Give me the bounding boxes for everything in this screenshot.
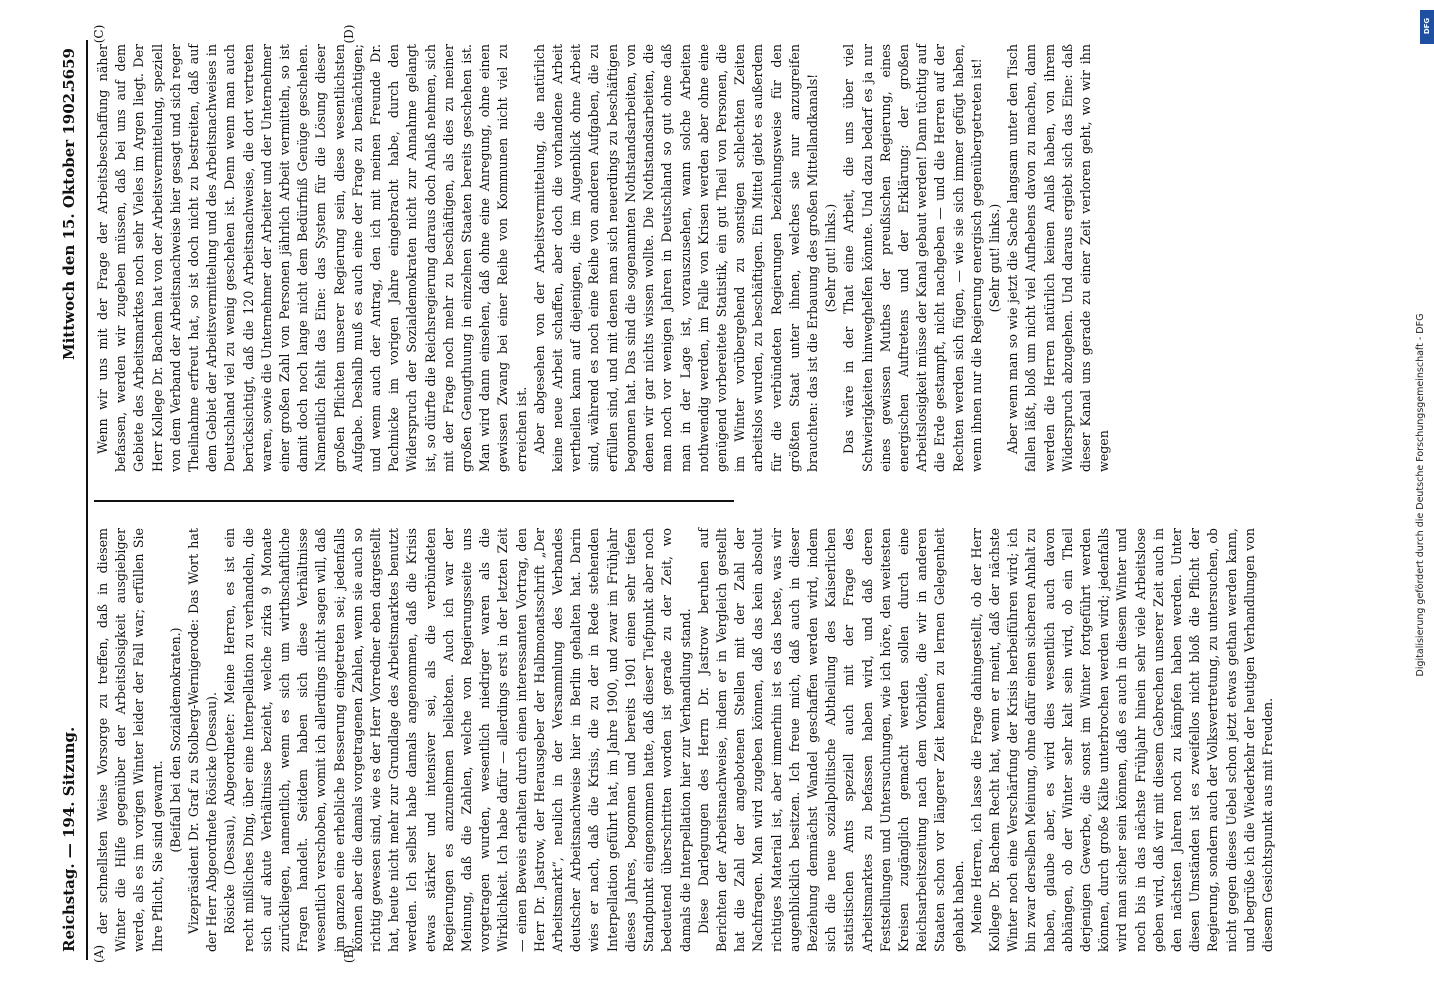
paragraph: Wenn wir uns mit der Frage der Arbeitsbeschaffung näher befassen, werden wir zugeben müssen, daß bei uns auf dem Gebiete des Arbeitsmarktes noch sehr Vieles im Argen liegt. Der Herr Kollege Dr. Bachem hat von der Arbeitsvermittelung, speziell von dem Verband der Arbeitsnachweise hier gesagt und sich reger Theilnahme erfreut hat, so ist doch nicht zu bestreiten, daß auf dem Gebiet der Arbeitsvermittelung und des Arbeitsnachweises in Deutschland viel zu wenig geschehen ist. Denn wenn man auch berücksichtigt, daß die 120 Arbeitsnachweise, die dort vertreten waren, sowie die Unternehmer der Arbeiter und der Unternehmer einer großen Zahl von Personen jährlich Arbeit vermitteln, so ist damit doch noch lange nicht dem Bedürfniß Genüge geschehen. Namentlich fehlt das Eine: das System für die Lösung dieser großen Pflichten unserer Regierung sein, diese wesentlichsten Aufgabe. Deshalb muß es auch eine der Frage zu bemächtigen; und wenn auch der Antrag, den ich mit meinen Freunde Dr. Pachnicke im vorigen Jahre eingebracht habe, durch den Widerspruch der Sozialdemokraten nicht zur Annahme gelangt ist, so dürfte die Reichsregierung daraus doch Anlaß nehmen, sich mit der Frage noch mehr zu beschäftigen, als dies zu meiner großen Genugthuung in einzelnen Staaten bereits geschehen ist. Man wird dann einsehen, daß ohne eine Anregung, ohne einen gewissen Zwang bei einer Reihe von Kommunen nicht viel zu erreichen ist. bbox=[95, 44, 529, 472]
paragraph: Das wäre in der That eine Arbeit, die uns über viel Schwierigkeiten hinweghelfen könnte. Und dazu bedarf es ja nur eines gewissen Muthes der preußischen Regierung, eines energischen Auftretens und der Erklärung: der großen Arbeitslosigkeit müsse der Kanal gebaut werden! Dann tüchtig auf die Erde gestampft, nicht nachgeben — und die Herren auf der Rechten werden sich fügen, — wie sie sich immer gefügt haben, wenn ihnen nur die Regierung energisch gegenübergetreten ist! bbox=[841, 44, 984, 472]
column-divider bbox=[94, 500, 734, 502]
applause-note: (Sehr gut! links.) bbox=[986, 203, 1002, 313]
margin-letter-c: (C) bbox=[92, 24, 106, 44]
paragraph: Meine Herren, ich lasse die Frage dahingestellt, ob der Herr Kollege Dr. Bachem Recht hat, wenn er meint, daß der nächste Winter noch eine Verschärfung der Krisis herbeiführen wird; ich bin zwar derselben Meinung, ohne dafür einen sicheren Anhalt zu haben, glaube aber, es wird dies wesentlich auch davon abhängen, ob der Winter sehr kalt sein wird, ob ein Theil derjenigen Gewerbe, die sonst im Winter fortgeführt werden können, durch große Kälte unterbrochen werden wird; jedenfalls wird man sicher sein können, daß es auch in diesem Winter und noch bis in das nächste Frühjahr hinein sehr viele Arbeitslose geben wird, daß wir mit diesem Gebrechen unserer Zeit auch in den nächsten Jahren noch zu kämpfen haben werden. Unter diesen Umständen ist es zweifellos nicht bloß die Pflicht der Regierung, sondern auch der Volksvertretung, zu untersuchen, ob nicht gegen dieses Uebel schon jetzt etwas gethan werden kann, und begrüße ich die Wiederkehr der heutigen Verhandlungen von diesem Gesichtspunkt aus mit Freuden. bbox=[968, 528, 1275, 952]
paragraph: Aber wenn man so wie jetzt die Sache langsam unter den Tisch fallen läßt, bloß um nicht viel Aufhebens davon zu machen, dann werden die Herren natürlich keinen Anlaß haben, von ihrem Widerspruch abzugehen. Und daraus ergiebt sich das Eine: daß dieser Kanal uns gerade zu einer Zeit verloren geht, wo wir ihn wegen bbox=[1005, 44, 1112, 472]
page-number: 5659 bbox=[60, 48, 78, 90]
header-date: Mittwoch den 15. Oktober 1902. bbox=[60, 87, 78, 360]
right-column bbox=[94, 44, 1112, 472]
header-session: Reichstag. — 194. Sitzung. bbox=[60, 726, 78, 952]
left-column bbox=[94, 528, 1275, 952]
applause-note: (Beifall bei den Sozialdemokraten.) bbox=[167, 627, 183, 853]
dfg-logo-text: DFG bbox=[1423, 17, 1431, 35]
applause-note: (Sehr gut! links.) bbox=[823, 203, 839, 313]
paragraph: Vizepräsident Dr. Graf zu Stolberg-Wernigerode: Das Wort hat der Herr Abgeordnete Rösicke (Dessau). bbox=[186, 528, 220, 952]
margin-letter-b: (B) bbox=[342, 944, 356, 964]
digitization-strip bbox=[1415, 8, 1434, 992]
paragraph: Diese Darlegungen des Herrn Dr. Jastrow beruhen auf Berichten der Arbeitsnachweise, indem er in Vergleich gestellt hat die Zahl der angebotenen Stellen mit der Zahl der Nachfragen. Man wird zugeben können, daß das kein absolut richtiges Material ist, aber immerhin ist es das beste, was wir augenblicklich besitzen. Ich freue mich, daß auch in dieser Beziehung demnächst Wandel geschaffen werden wird, indem sich die neue sozialpolitische Abtheilung des Kaiserlichen statistischen Amts speziell auch mit der Frage des Arbeitsmarktes zu befassen haben wird, und daß deren Feststellungen und Untersuchungen, wie ich höre, den weitesten Kreisen zugänglich gemacht werden sollen durch eine Reichsarbeitszeitung nach dem Vorbilde, die wir in anderen Staaten schon vor längerer Zeit kennen zu lernen Gelegenheit gehabt haben. bbox=[695, 528, 966, 952]
paragraph: Aber abgesehen von der Arbeitsvermittelung, die natürlich keine neue Arbeit schaffen, aber doch die vorhandene Arbeit vertheilen kann auf diejenigen, die im Augenblick ohne Arbeit sind, während es noch eine Reihe von anderen Aufgaben, die zu erfüllen sind, und mit denen man sich neuerdings zu beschäftigen begonnen hat. Das sind die sogenannten Nothstandsarbeiten, von denen wir gar nichts wissen wollte. Die Nothstandsarbeiten, die man noch vor wenigen Jahren in Deutschland so gut ohne daß man in der Lage ist, vorauszusehen, wann solche Arbeiten nothwendig werden, im Falle von Krisen werden aber ohne eine genügend vorbereitete Statistik, ein gut Theil von Personen, die im Winter vorübergehend zu sonstigen schlechten Zeiten arbeitslos wurden, zu beschäftigen. Ein Mittel giebt es außerdem für die verbündeten Regierungen beziehungsweise für den größten Staat unter ihnen, welches sie nur anzugreifen brauchten: das ist die Erbauung des großen Mittellandkanals! bbox=[531, 44, 820, 472]
running-head bbox=[52, 40, 88, 960]
rotated-page-content bbox=[52, 24, 1402, 964]
digitization-note: Digitalisierung gefördert durch die Deutsche Forschungsgemeinschaft - DFG bbox=[1415, 313, 1426, 677]
margin-letter-a: (A) bbox=[92, 944, 106, 964]
margin-letter-d: (D) bbox=[342, 24, 356, 44]
paragraph: Rösicke (Dessau), Abgeordneter: Meine Herren, es ist ein recht mißliches Ding, über eine Interpellation zu verhandeln, die sich auf akute Verhältnisse bezieht, welche zirka 9 Monate zurückliegen, namentlich, wenn es sich um wirthschaftliche Fragen handelt. Seitdem haben sich diese Verhältnisse wesentlich verschoben, womit ich allerdings nicht sagen will, daß im ganzen eine erhebliche Besserung eingetreten sei; jedenfalls können aber die damals vorgetragenen Zahlen, wenn sie auch so richtig gewesen sind, wie es der Herr Vorredner eben dargestellt hat, heute nicht mehr zur Grundlage des Arbeitsmarktes benutzt werden. Ich selbst habe damals angenommen, daß die Krisis etwas stärker und intensiver sei, als die verbündeten Regierungen es anzunehmen beliebten. Auch ich war der Meinung, daß die Zahlen, welche von Regierungsseite uns vorgetragen wurden, wesentlich niedriger waren als die Wirklichkeit. Ich habe dafür — allerdings erst in der letzten Zeit — einen Beweis erhalten durch einen interessanten Vortrag, den Herr Dr. Jastrow, der Herausgeber der Halbmonatsschrift „Der Arbeitsmarkt“, neulich in der Versammlung des Verbandes deutscher Arbeitsnachweise hier in Berlin gehalten hat. Darin wies er nach, daß die Krisis, die zu der in Rede stehenden Interpellation geführt hat, im Jahre 1900, und zwar im Frühjahr dieses Jahres, begonnen und bereits 1901 einen sehr tiefen Standpunkt eingenommen hatte, daß dieser Tiefpunkt aber noch bedeutend überschritten worden ist gerade zu der Zeit, wo damals die Interpellation hier zur Verhandlung stand. bbox=[222, 528, 693, 952]
paragraph: der schnellsten Weise Vorsorge zu treffen, daß in diesem Winter die Hilfe gegenüber der Arbeitslosigkeit ausgiebiger werde, als es im vorigen Winter leider der Fall war; erfüllen Sie Ihre Pflicht, Sie sind gewarnt. bbox=[95, 528, 165, 952]
